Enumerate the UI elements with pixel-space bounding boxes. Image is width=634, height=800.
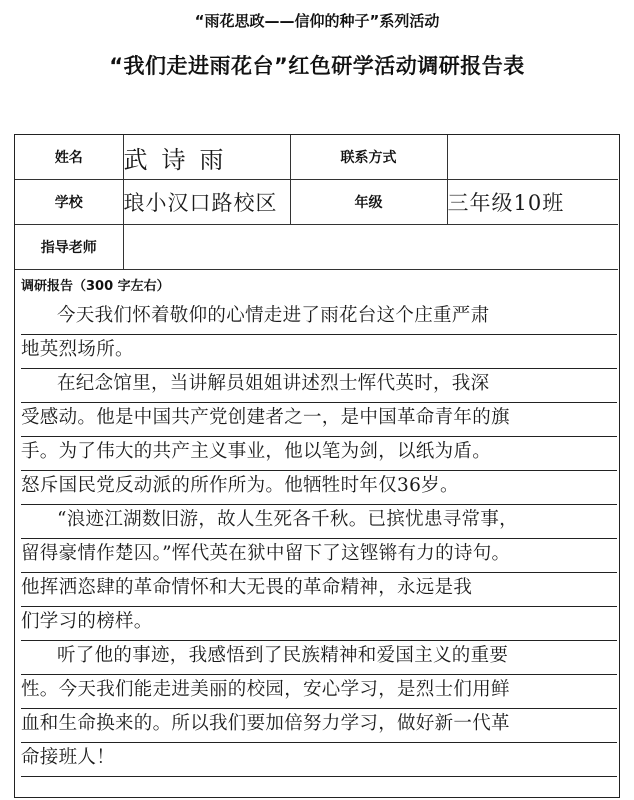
report-line: 血和生命换来的。所以我们要加倍努力学习，做好新一代革 [21,709,617,743]
grade-field[interactable]: 三年级10班 [447,180,618,225]
info-row-teacher [15,225,618,270]
name-field[interactable]: 武诗雨 [123,135,290,180]
contact-label: 联系方式 [290,135,447,180]
report-form [14,134,620,798]
report-line: 今天我们怀着敬仰的心情走进了雨花台这个庄重严肃 [21,301,617,335]
report-line: 手。为了伟大的共产主义事业，他以笔为剑，以纸为盾。 [21,437,617,471]
report-line: 命接班人！ [21,743,617,777]
school-field[interactable]: 琅小汉口路校区 [123,180,290,225]
report-line: 他挥洒恣肆的革命情怀和大无畏的革命精神，永远是我 [21,573,617,607]
teacher-field[interactable] [123,225,618,270]
contact-field[interactable] [447,135,618,180]
report-line: 受感动。他是中国共产党创建者之一，是中国革命青年的旗 [21,403,617,437]
report-line: 们学习的榜样。 [21,607,617,641]
info-row-school [15,180,618,225]
grade-label: 年级 [290,180,447,225]
school-label: 学校 [15,180,123,225]
teacher-label: 指导老师 [15,225,123,270]
info-row-name [15,135,618,180]
form-title: “我们走进雨花台”红色研学活动调研报告表 [109,54,525,78]
student-info-table [15,135,618,270]
report-line: 留得豪情作楚囚。”恽代英在狱中留下了这铿锵有力的诗句。 [21,539,617,573]
report-line: 怒斥国民党反动派的所作所为。他牺牲时年仅36岁。 [21,471,617,505]
report-body[interactable] [21,301,617,777]
name-label: 姓名 [15,135,123,180]
report-line: “浪迹江湖数旧游，故人生死各千秋。已摈忧患寻常事， [21,505,617,539]
activity-subtitle: “雨花思政——信仰的种子”系列活动 [194,12,440,30]
report-line: 地英烈场所。 [21,335,617,369]
report-line: 听了他的事迹，我感悟到了民族精神和爱国主义的重要 [21,641,617,675]
report-line: 性。今天我们能走进美丽的校园，安心学习，是烈士们用鲜 [21,675,617,709]
report-section-label: 调研报告（300 字左右） [21,279,170,294]
report-line: 在纪念馆里，当讲解员姐姐讲述烈士恽代英时，我深 [21,369,617,403]
